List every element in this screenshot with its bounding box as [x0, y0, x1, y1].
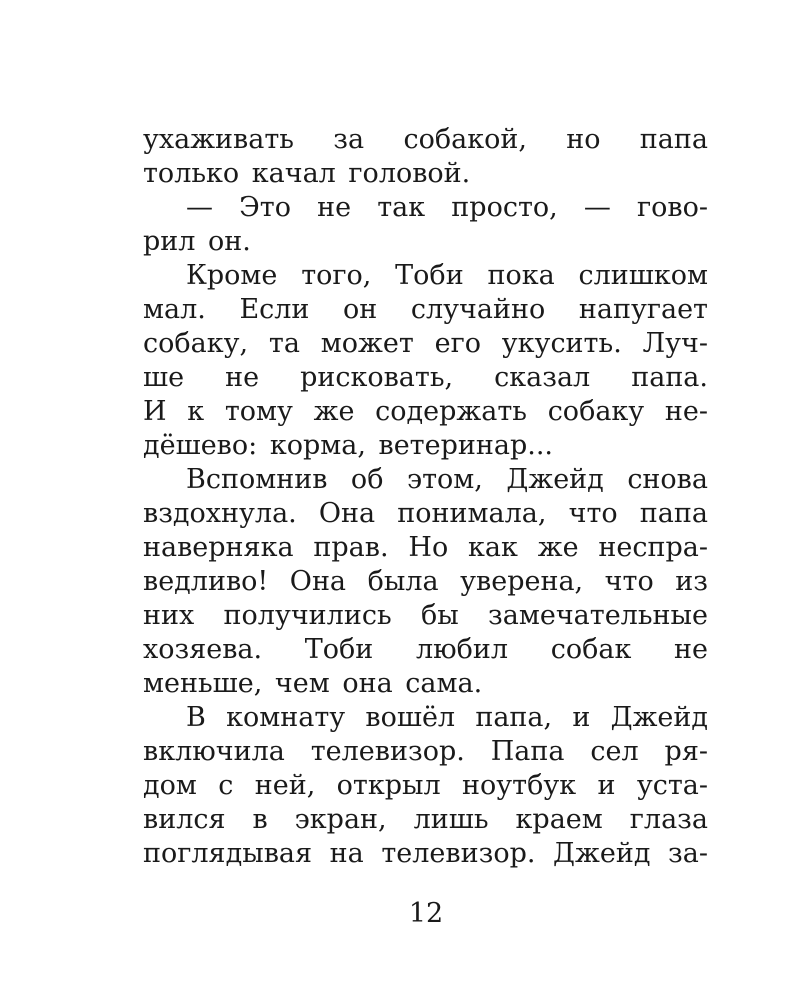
text-line: наверняка прав. Но как же неспра-	[143, 532, 708, 563]
text-line: дёшево: корма, ветеринар...	[143, 430, 553, 461]
body-text	[143, 123, 708, 871]
page-number: 12	[408, 898, 444, 929]
text-line: ше не рисковать, сказал папа.	[143, 362, 708, 393]
text-line: Кроме того, Тоби пока слишком	[186, 260, 708, 291]
text-line: вился в экран, лишь краем глаза	[143, 804, 708, 835]
text-line: поглядывая на телевизор. Джейд за-	[143, 838, 708, 869]
text-line: вздохнула. Она понимала, что папа	[143, 498, 708, 529]
text-line: ведливо! Она была уверена, что из	[143, 566, 708, 597]
text-line: — Это не так просто, — гово-	[186, 192, 708, 223]
text-line: меньше, чем она сама.	[143, 668, 483, 699]
text-line: рил он.	[143, 226, 251, 257]
text-line: В комнату вошёл папа, и Джейд	[186, 702, 708, 733]
text-line: И к тому же содержать собаку не-	[143, 396, 708, 427]
text-line: только качал головой.	[143, 158, 471, 189]
text-line: них получились бы замечательные	[143, 600, 708, 631]
text-line: собаку, та может его укусить. Луч-	[143, 328, 708, 359]
text-line: включила телевизор. Папа сел ря-	[143, 736, 708, 767]
text-line: мал. Если он случайно напугает	[143, 294, 708, 325]
text-line: хозяева. Тоби любил собак не	[143, 634, 708, 665]
text-line: Вспомнив об этом, Джейд снова	[186, 464, 708, 495]
text-line: ухаживать за собакой, но папа	[143, 124, 708, 155]
text-line: дом с ней, открыл ноутбук и уста-	[143, 770, 708, 801]
